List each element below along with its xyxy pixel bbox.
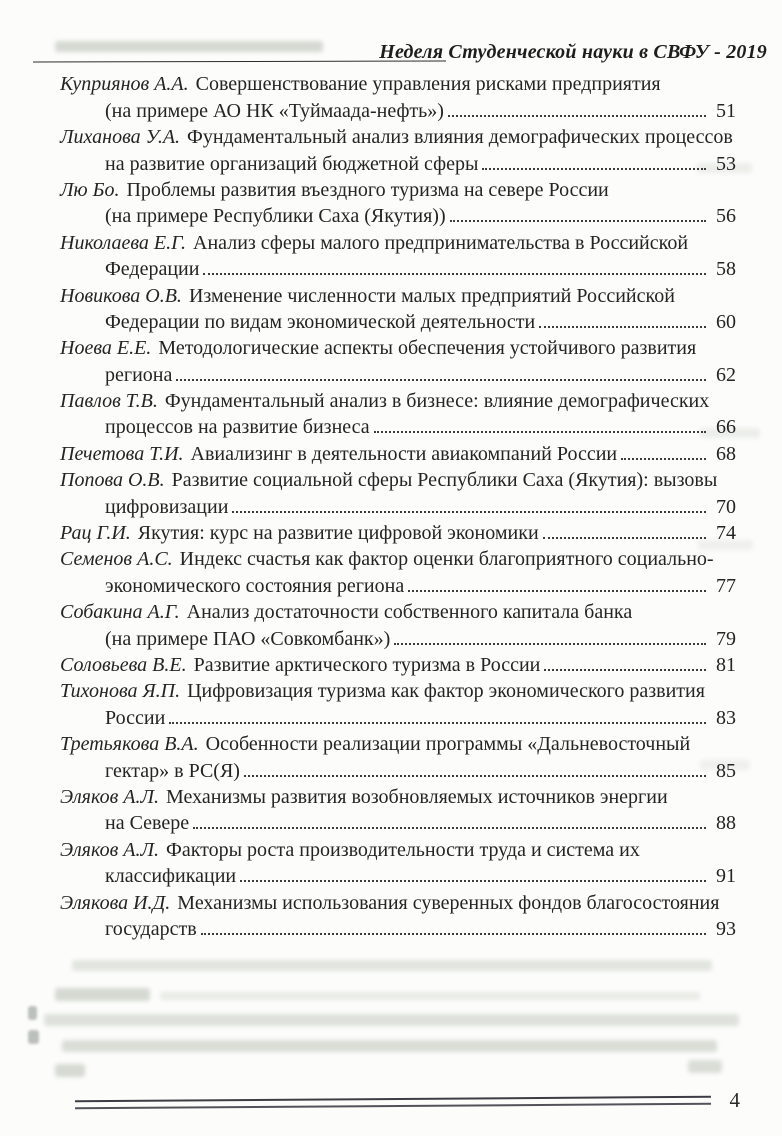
- dotted-leader: [544, 669, 706, 671]
- toc-entry-line: [60, 492, 736, 518]
- toc-entry-line: [60, 571, 736, 597]
- dotted-leader: [482, 168, 706, 170]
- toc-entry-line: [60, 756, 736, 782]
- toc-entry-line: [60, 835, 736, 861]
- entry-page-number: 60: [716, 310, 736, 333]
- entry-title: Индекс счастья как фактор оценки благоприятного социально-: [179, 548, 714, 571]
- entry-page-number: 51: [716, 99, 736, 122]
- bleed-through-line: [55, 41, 323, 52]
- bleed-through-mark: [28, 1030, 39, 1044]
- entry-page-number: 74: [716, 522, 736, 545]
- toc-entry-line: [60, 730, 736, 756]
- entry-title: Механизмы использования суверенных фондов благосостояния: [177, 891, 720, 914]
- entry-title: Механизмы развития возобновляемых источников энергии: [166, 785, 668, 808]
- dotted-leader: [543, 537, 706, 539]
- entry-author: Тихонова Я.П.: [60, 680, 181, 703]
- entry-author: Эляков А.Л.: [60, 785, 160, 808]
- entry-author: Павлов Т.В.: [60, 390, 158, 413]
- entry-title: Фундаментальный анализ влияния демографических процессов: [187, 126, 733, 149]
- entry-title: Федерации: [105, 258, 200, 281]
- toc-entry-line: [60, 202, 736, 228]
- entry-title: (на примере АО НК «Туймаада-нефть»): [105, 99, 444, 122]
- entry-title: Развитие арктического туризма в России: [193, 653, 541, 676]
- entry-title: (на примере ПАО «Совкомбанк»): [105, 627, 391, 650]
- entry-author: Элякова И.Д.: [60, 891, 171, 914]
- entry-author: Печетова Т.И.: [60, 442, 184, 465]
- entry-author: Новикова О.В.: [60, 284, 182, 307]
- entry-page-number: 85: [716, 759, 736, 782]
- entry-title: (на примере Республики Саха (Якутия)): [105, 205, 446, 228]
- entry-title: экономического состояния региона: [105, 574, 405, 597]
- bleed-through-line: [72, 960, 712, 971]
- toc-entry-line: [60, 70, 736, 96]
- entry-title: Якутия: курс на развитие цифровой экономики: [137, 522, 539, 545]
- bleed-through-line: [55, 1064, 85, 1077]
- bleed-through-line: [62, 1040, 717, 1052]
- dotted-leader: [244, 775, 706, 777]
- entry-page-number: 66: [716, 416, 736, 439]
- dotted-leader: [374, 431, 706, 433]
- entry-author: Семенов А.С.: [60, 548, 173, 571]
- toc-entry-line: [60, 888, 736, 914]
- entry-page-number: 56: [716, 205, 736, 228]
- bleed-through-line: [160, 992, 700, 1000]
- entry-author: Лиханова У.А.: [60, 126, 181, 149]
- toc-list: [60, 70, 736, 941]
- entry-page-number: 88: [716, 812, 736, 835]
- entry-title: Федерации по видам экономической деятельности: [105, 310, 536, 333]
- entry-title: Проблемы развития въездного туризма на севере России: [126, 178, 609, 201]
- entry-page-number: 79: [716, 627, 736, 650]
- bleed-through-line: [44, 1014, 739, 1026]
- entry-page-number: 77: [716, 574, 736, 597]
- entry-page-number: 68: [716, 442, 736, 465]
- entry-title: Факторы роста производительности труда и система их: [166, 838, 640, 861]
- entry-title: на Севере: [105, 812, 190, 835]
- entry-title: Изменение численности малых предприятий Российской: [188, 284, 675, 307]
- entry-author: Эляков А.Л.: [60, 838, 160, 861]
- footer-double-rule: [75, 1096, 711, 1109]
- toc-entry-line: [60, 651, 736, 677]
- dotted-leader: [203, 273, 706, 275]
- entry-title: цифровизации: [105, 495, 229, 518]
- entry-author: Куприянов А.А.: [60, 73, 189, 96]
- entry-author: Ноева Е.Е.: [60, 337, 152, 360]
- dotted-leader: [450, 220, 706, 222]
- dotted-leader: [448, 115, 706, 117]
- entry-author: Попова О.В.: [60, 469, 165, 492]
- bleed-through-line: [55, 988, 150, 1001]
- entry-title: гектар» в РС(Я): [105, 759, 240, 782]
- toc-entry-line: [60, 915, 736, 941]
- entry-author: Собакина А.Г.: [60, 601, 180, 624]
- entry-title: Совершенствование управления рисками предприятия: [195, 73, 661, 96]
- dotted-leader: [232, 511, 706, 513]
- entry-title: России: [105, 706, 166, 729]
- toc-entry-line: [60, 308, 736, 334]
- bleed-through-mark: [28, 1006, 37, 1020]
- entry-title: процессов на развитие бизнеса: [105, 416, 370, 439]
- entry-author: Соловьева В.Е.: [60, 653, 187, 676]
- toc-entry-line: [60, 703, 736, 729]
- toc-entry-line: [60, 149, 736, 175]
- toc-entry-line: [60, 624, 736, 650]
- toc-entry-line: [60, 783, 736, 809]
- running-header-title: Неделя Студенческой науки в СВФУ - 2019: [379, 41, 767, 63]
- entry-title: Анализ достаточности собственного капитала банка: [186, 601, 633, 624]
- entry-title: классификации: [105, 865, 237, 888]
- dotted-leader: [176, 379, 706, 381]
- entry-title: Авиализинг в деятельности авиакомпаний России: [190, 442, 618, 465]
- entry-page-number: 62: [716, 363, 736, 386]
- dotted-leader: [201, 933, 706, 935]
- entry-page-number: 58: [716, 258, 736, 281]
- entry-page-number: 81: [716, 653, 736, 676]
- entry-author: Рац Г.И.: [60, 522, 131, 545]
- entry-title: государств: [105, 917, 197, 940]
- entry-title: Фундаментальный анализ в бизнесе: влияние демографических: [164, 390, 710, 413]
- toc-entry-line: [60, 466, 736, 492]
- entry-page-number: 91: [716, 865, 736, 888]
- entry-title: Методологические аспекты обеспечения устойчивого развития: [158, 337, 697, 360]
- bleed-through-line: [688, 1060, 722, 1073]
- entry-title: Развитие социальной сферы Республики Саха (Якутия): вызовы: [171, 469, 718, 492]
- entry-title: Анализ сферы малого предпринимательства в Российской: [193, 231, 689, 254]
- toc-entry-line: [60, 387, 736, 413]
- entry-author: Третьякова В.А.: [60, 733, 199, 756]
- toc-entry-line: [60, 255, 736, 281]
- toc-entry-line: [60, 809, 736, 835]
- entry-title: региона: [105, 363, 173, 386]
- dotted-leader: [539, 326, 706, 328]
- dotted-leader: [408, 590, 706, 592]
- toc-entry-line: [60, 545, 736, 571]
- dotted-leader: [394, 643, 706, 645]
- entry-page-number: 83: [716, 706, 736, 729]
- entry-title: Цифровизация туризма как фактор экономического развития: [187, 680, 705, 703]
- toc-entry-line: [60, 96, 736, 122]
- entry-page-number: 53: [716, 152, 736, 175]
- toc-entry-line: [60, 862, 736, 888]
- dotted-leader: [621, 458, 706, 460]
- toc-entry-line: [60, 228, 736, 254]
- entry-author: Николаева Е.Г.: [60, 231, 187, 254]
- entry-author: Лю Бо.: [60, 178, 120, 201]
- toc-entry-line: [60, 598, 736, 624]
- entry-page-number: 70: [716, 495, 736, 518]
- toc-entry-line: [60, 176, 736, 202]
- entry-title: Особенности реализации программы «Дальневосточный: [205, 733, 691, 756]
- toc-entry-line: [60, 519, 736, 545]
- dotted-leader: [193, 827, 706, 829]
- dotted-leader: [169, 722, 706, 724]
- toc-entry-line: [60, 334, 736, 360]
- entry-page-number: 93: [716, 917, 736, 940]
- toc-entry-line: [60, 677, 736, 703]
- toc-entry-line: [60, 123, 736, 149]
- entry-title: на развитие организаций бюджетной сферы: [105, 152, 479, 175]
- toc-entry-line: [60, 360, 736, 386]
- toc-entry-line: [60, 281, 736, 307]
- toc-entry-line: [60, 439, 736, 465]
- toc-entry-line: [60, 413, 736, 439]
- page-number: 4: [729, 1088, 740, 1112]
- dotted-leader: [240, 880, 706, 882]
